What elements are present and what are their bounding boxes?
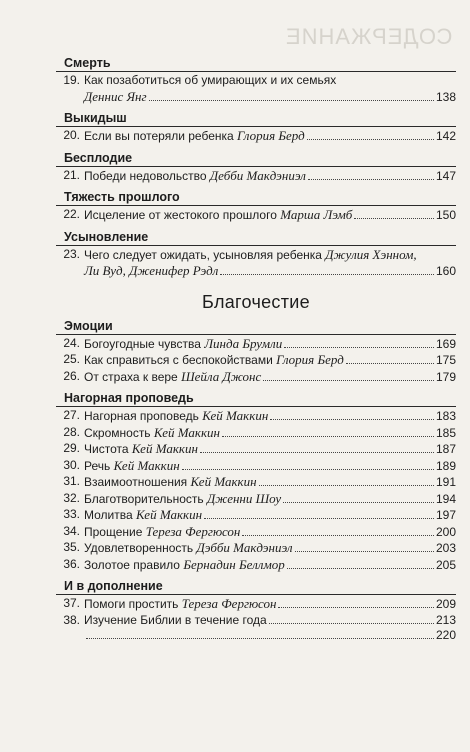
entry-author: Кей Маккин <box>113 457 180 473</box>
entry-page: 175 <box>435 353 456 367</box>
section-infertility <box>56 151 456 185</box>
leader-dots <box>308 179 434 180</box>
leader-dots <box>204 518 434 519</box>
entry-author: Дженни Шоу <box>207 490 282 506</box>
entry-number: 36. <box>63 556 80 571</box>
toc-entry[interactable] <box>56 336 456 353</box>
section-adoption <box>56 230 456 280</box>
entry-title: Прощение <box>84 524 143 539</box>
entry-title: От страха к вере <box>84 369 178 384</box>
entry-author: Кей Маккин <box>190 474 257 489</box>
leader-dots <box>182 469 434 470</box>
entry-title: Исцеление от жестокого прошлого <box>84 208 277 222</box>
divider <box>56 166 456 167</box>
section-title: Эмоции <box>64 318 113 333</box>
entry-page: 138 <box>435 89 456 104</box>
entry-page: 142 <box>435 129 456 143</box>
entry-number: 31. <box>63 474 80 488</box>
entry-author: Кей Маккин <box>153 424 220 440</box>
entry-title: Как справиться с беспокойствами <box>84 353 273 367</box>
toc-entry[interactable] <box>56 596 456 613</box>
entry-title: Победи недовольство <box>84 168 207 183</box>
entry-number: 22. <box>63 207 80 221</box>
toc-entry[interactable] <box>56 425 456 442</box>
divider <box>56 126 456 127</box>
entry-title: Молитва <box>84 508 133 522</box>
entry-page: 183 <box>435 409 456 423</box>
leader-dots <box>200 452 434 453</box>
toc-section <box>56 579 456 628</box>
entry-author: Тереза Фергюсон <box>145 523 241 539</box>
entry-number: 34. <box>63 523 80 538</box>
leader-dots <box>269 623 434 624</box>
part-title: Благочестие <box>202 291 310 312</box>
entry-number: 27. <box>63 408 80 422</box>
entry-number: 37. <box>63 596 80 610</box>
divider <box>56 205 456 206</box>
entry-page: 169 <box>435 336 456 351</box>
entry-page: 197 <box>435 508 456 522</box>
leader-dots <box>222 436 434 437</box>
section-title: Нагорная проповедь <box>64 391 194 405</box>
toc-entry[interactable] <box>56 369 456 386</box>
toc-entry[interactable] <box>56 128 456 145</box>
entry-author: Деннис Янг <box>84 88 147 104</box>
entry-page: 213 <box>435 612 456 627</box>
divider <box>56 594 456 595</box>
section-title: Выкидыш <box>64 111 127 125</box>
toc-entry[interactable] <box>56 207 456 224</box>
toc-entry[interactable] <box>56 168 456 185</box>
section-death <box>56 56 456 105</box>
entry-page: 203 <box>435 541 456 555</box>
toc-entry[interactable] <box>56 557 456 574</box>
ghost-heading: СОДЕРЖАНИЕ <box>284 24 452 49</box>
entry-title: Богоугодные чувства <box>84 336 201 351</box>
entry-author: Тереза Фергюсон <box>181 596 277 611</box>
toc-entry[interactable] <box>56 474 456 491</box>
entry-number: 21. <box>63 167 80 182</box>
entry-number: 29. <box>63 441 80 455</box>
section-miscarriage <box>56 111 456 145</box>
entry-title: Благотворительность <box>84 491 204 506</box>
entry-number: 33. <box>63 507 80 521</box>
leader-dots <box>278 607 434 608</box>
leader-dots <box>284 347 434 348</box>
toc-entry[interactable] <box>56 507 456 524</box>
entry-title: Золотое правило <box>84 557 180 572</box>
toc-entry[interactable] <box>56 458 456 475</box>
leader-dots <box>259 485 434 486</box>
entry-page: 179 <box>435 369 456 384</box>
entry-title: Взаимоотношения <box>84 475 188 489</box>
divider <box>56 71 456 72</box>
entry-number: 35. <box>63 540 80 554</box>
entry-page: 147 <box>435 168 456 183</box>
entry-number: 32. <box>63 490 80 505</box>
entry-number: 23. <box>63 246 80 261</box>
section-title: Смерть <box>64 56 111 70</box>
trailing-page-line <box>56 628 456 644</box>
toc-entry[interactable] <box>56 491 456 508</box>
toc-entry[interactable] <box>56 73 456 105</box>
entry-author: Марша Лэмб <box>280 207 353 222</box>
entry-title: Нагорная проповедь <box>84 409 199 423</box>
entry-title: Речь <box>84 458 111 473</box>
section-title: И в дополнение <box>64 579 163 593</box>
entry-author: Бернадин Беллмор <box>183 556 285 572</box>
leader-dots <box>283 502 434 503</box>
leader-dots <box>263 380 434 381</box>
entry-title: Изучение Библии в течение года <box>84 612 267 627</box>
entry-title: Если вы потеряли ребенка <box>84 129 234 143</box>
entry-page: 187 <box>435 442 456 456</box>
entry-page: 189 <box>435 458 456 473</box>
leader-dots <box>242 535 434 536</box>
entry-author: Дебби Макдэниэл <box>209 167 306 183</box>
toc-entry[interactable] <box>56 441 456 458</box>
toc-entry[interactable] <box>56 408 456 425</box>
section-title: Усыновление <box>64 229 149 244</box>
entry-title: Чего следует ожидать, усыновляя ребенка <box>84 247 322 262</box>
entry-author: Кей Маккин <box>202 408 269 423</box>
entry-author: Глория Берд <box>276 352 344 367</box>
toc-entry[interactable] <box>56 352 456 369</box>
toc-section <box>56 319 456 386</box>
entry-page: 194 <box>435 491 456 506</box>
toc-section <box>56 391 456 573</box>
entry-number: 28. <box>63 424 80 439</box>
entry-author: Дэбби Макдэниэл <box>196 540 293 555</box>
entry-author: Линда Брумли <box>204 335 283 351</box>
entry-number: 38. <box>63 612 80 627</box>
leader-dots <box>270 419 434 420</box>
section-title: Бесплодие <box>64 150 133 165</box>
entry-page: 205 <box>435 557 456 572</box>
entry-number: 25. <box>63 352 80 366</box>
leader-dots <box>149 100 434 101</box>
entry-page: 220 <box>435 628 456 642</box>
entry-author: Джулия Хэнном, <box>325 246 417 262</box>
entry-page: 191 <box>435 475 456 489</box>
entry-author-continued: Ли Вуд, Дженифер Рэдл <box>84 263 219 278</box>
entry-author: Глория Берд <box>237 128 305 143</box>
divider <box>56 334 456 335</box>
entry-page: 160 <box>435 264 456 278</box>
entry-page: 150 <box>435 208 456 222</box>
toc-entry[interactable] <box>56 540 456 557</box>
entry-title: Удовлетворенность <box>84 541 194 555</box>
divider <box>56 245 456 246</box>
divider <box>56 406 456 407</box>
entry-author: Шейла Джонс <box>181 368 262 384</box>
toc-entry[interactable] <box>56 613 456 629</box>
entry-page: 200 <box>435 524 456 539</box>
leader-dots <box>287 568 434 569</box>
entry-page: 209 <box>435 597 456 611</box>
entry-number: 30. <box>63 457 80 472</box>
leader-dots <box>295 551 434 552</box>
leader-dots <box>354 218 434 219</box>
section-past <box>56 190 456 224</box>
leader-dots <box>346 363 434 364</box>
entry-number: 26. <box>63 368 80 383</box>
toc-entry[interactable] <box>56 247 456 280</box>
entry-title: Как позаботиться об умирающих и их семьях <box>84 73 337 87</box>
toc-entry[interactable] <box>56 524 456 541</box>
leader-dots <box>86 638 434 639</box>
entry-title: Скромность <box>84 425 151 440</box>
leader-dots <box>307 139 434 140</box>
entry-number: 20. <box>63 128 80 142</box>
entry-number: 19. <box>63 73 80 87</box>
leader-dots <box>220 274 434 275</box>
section-title: Тяжесть прошлого <box>64 190 180 204</box>
toc-page <box>56 50 456 644</box>
part-sections <box>56 319 456 644</box>
entry-page: 185 <box>435 425 456 440</box>
entry-author: Кей Маккин <box>136 507 203 522</box>
entry-author: Кей Маккин <box>131 441 198 456</box>
entry-number: 24. <box>63 335 80 350</box>
entry-title: Чистота <box>84 442 129 456</box>
entry-title: Помоги простить <box>84 597 179 611</box>
